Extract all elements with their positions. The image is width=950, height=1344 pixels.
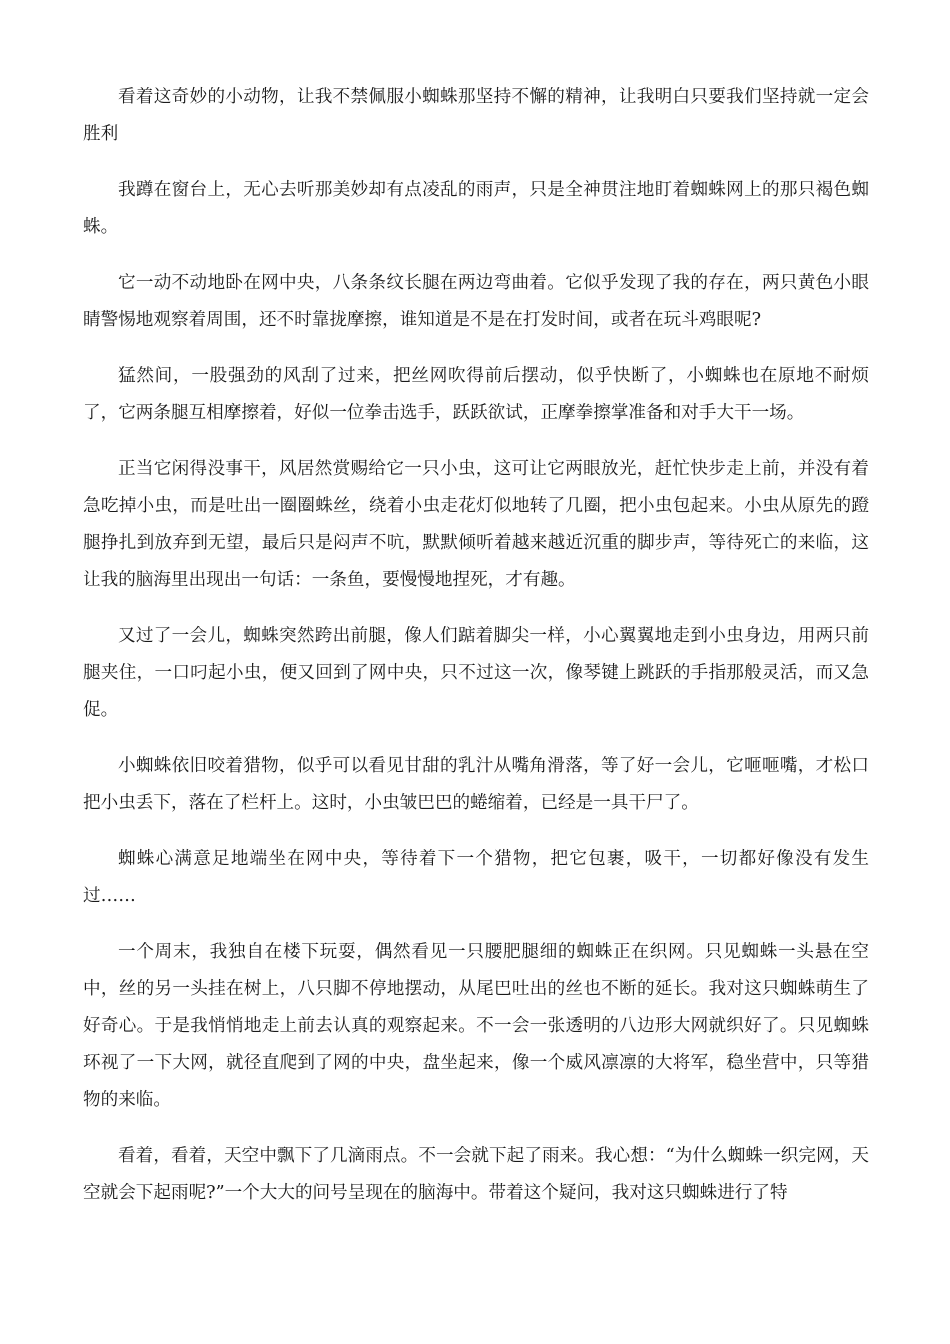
paragraph-5: 正当它闲得没事干，风居然赏赐给它一只小虫，这可让它两眼放光，赶忙快步走上前，并没有着急吃掉小虫，而是吐出一圈圈蛛丝，绕着小虫走花灯似地转了几圈，把小虫包起来。小虫从原先的蹬腿挣扎到放弃到无望，最后只是闷声不吭，默默倾听着越来越近沉重的脚步声，等待死亡的来临，这让我的脑海里出现出一句话：一条鱼，要慢慢地捏死，才有趣。 bbox=[83, 459, 869, 590]
paragraph-2: 我蹲在窗台上，无心去听那美妙却有点凌乱的雨声，只是全神贯注地盯着蜘蛛网上的那只褐色蜘蛛。 bbox=[83, 180, 869, 237]
paragraph-6: 又过了一会儿，蜘蛛突然跨出前腿，像人们踮着脚尖一样，小心翼翼地走到小虫身边，用两只前腿夹住，一口叼起小虫，便又回到了网中央，只不过这一次，像琴键上跳跃的手指那般灵活，而又急促。 bbox=[83, 626, 869, 720]
document-body bbox=[83, 79, 869, 1231]
paragraph-3: 它一动不动地卧在网中央，八条条纹长腿在两边弯曲着。它似乎发现了我的存在，两只黄色小眼睛警惕地观察着周围，还不时靠拢摩擦，谁知道是不是在打发时间，或者在玩斗鸡眼呢? bbox=[83, 273, 869, 330]
paragraph-10: 看着，看着，天空中飘下了几滴雨点。不一会就下起了雨来。我心想：“为什么蜘蛛一织完网，天空就会下起雨呢?”一个大大的问号呈现在的脑海中。带着这个疑问，我对这只蜘蛛进行了特 bbox=[83, 1146, 869, 1203]
paragraph-4: 猛然间，一股强劲的风刮了过来，把丝网吹得前后摆动，似乎快断了，小蜘蛛也在原地不耐烦了，它两条腿互相摩擦着，好似一位拳击选手，跃跃欲试，正摩拳擦掌准备和对手大干一场。 bbox=[83, 366, 869, 423]
paragraph-7: 小蜘蛛依旧咬着猎物，似乎可以看见甘甜的乳汁从嘴角滑落，等了好一会儿，它咂咂嘴，才松口把小虫丢下，落在了栏杆上。这时，小虫皱巴巴的蜷缩着，已经是一具干尸了。 bbox=[83, 756, 869, 813]
paragraph-9: 一个周末，我独自在楼下玩耍，偶然看见一只腰肥腿细的蜘蛛正在织网。只见蜘蛛一头悬在空中，丝的另一头挂在树上，八只脚不停地摆动，从尾巴吐出的丝也不断的延长。我对这只蜘蛛萌生了好奇心。于是我悄悄地走上前去认真的观察起来。不一会一张透明的八边形大网就织好了。只见蜘蛛环视了一下大网，就径直爬到了网的中央，盘坐起来，像一个威风凛凛的大将军，稳坐营中，只等猎物的来临。 bbox=[83, 942, 869, 1110]
paragraph-8: 蜘蛛心满意足地端坐在网中央，等待着下一个猎物，把它包裹，吸干，一切都好像没有发生过…… bbox=[83, 849, 869, 906]
paragraph-1: 看着这奇妙的小动物，让我不禁佩服小蜘蛛那坚持不懈的精神，让我明白只要我们坚持就一定会胜利 bbox=[83, 87, 869, 144]
